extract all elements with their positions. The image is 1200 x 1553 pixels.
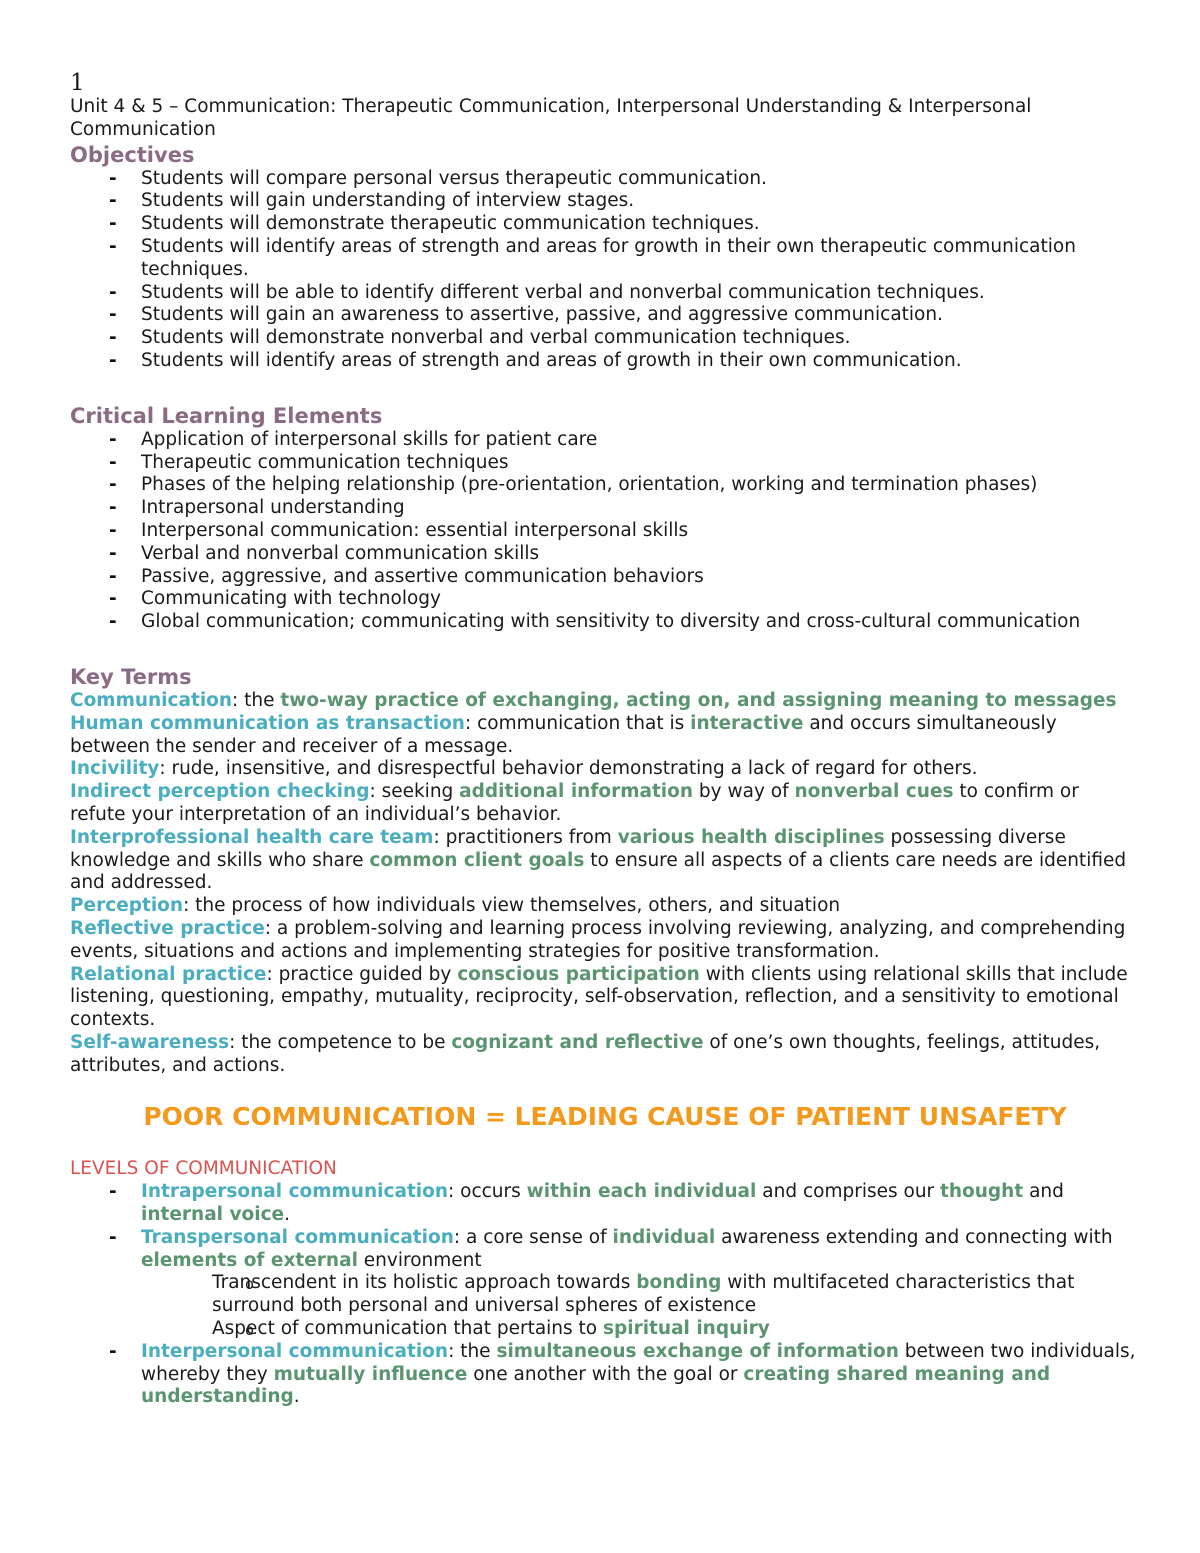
term-text: : the process of how individuals view themselves, others, and situation — [183, 895, 841, 917]
transpersonal-sublist — [141, 1272, 1140, 1340]
level-highlight: thought — [940, 1181, 1024, 1203]
term-text: : practice guided by — [266, 963, 458, 985]
key-term-interprofessional-team — [70, 827, 1140, 895]
level-text: : occurs — [448, 1181, 527, 1203]
level-highlight: individual — [612, 1226, 716, 1248]
sub-highlight: bonding — [636, 1272, 722, 1294]
key-term-relational-practice — [70, 964, 1140, 1032]
critical-element-item: - Therapeutic communication techniques — [70, 452, 1140, 475]
sub-text: Aspect of communication that pertains to — [212, 1318, 603, 1340]
critical-element-item: - Global communication; communicating with sensitivity to diversity and cross-cultural communication — [70, 611, 1140, 634]
term-highlight: various health disciplines — [617, 826, 885, 848]
term-name: Perception — [70, 895, 184, 917]
level-text: . — [284, 1204, 290, 1226]
level-text: and comprises our — [756, 1181, 941, 1203]
sub-item — [141, 1318, 1140, 1341]
term-text: : practitioners from — [433, 826, 618, 848]
term-highlight: conscious participation — [457, 963, 700, 985]
objective-item: - Students will be able to identify different verbal and nonverbal communication techniques. — [70, 282, 1140, 305]
term-text: : the — [232, 689, 281, 711]
key-term-communication — [70, 690, 1140, 713]
level-item-intrapersonal — [70, 1181, 1140, 1227]
level-text: : the — [448, 1340, 497, 1362]
level-highlight: elements of external — [141, 1249, 358, 1271]
term-text: : communication that is — [464, 712, 691, 734]
section-spacer — [70, 634, 1140, 664]
term-text: and occurs simultaneously between the sender and receiver of a message. — [70, 712, 1057, 757]
critical-elements-heading: Critical Learning Elements — [70, 403, 383, 428]
term-text: : rude, insensitive, and disrespectful behavior demonstrating a lack of regard for others. — [159, 758, 978, 780]
critical-element-item: - Phases of the helping relationship (pre-orientation, orientation, working and termination phases) — [70, 474, 1140, 497]
term-text: with clients using relational skills that include listening, questioning, empathy, mutuality, reciprocity, self-observation, reflection, and a sensitivity to emotional contexts. — [70, 963, 1128, 1031]
term-text: by way of — [693, 781, 795, 803]
level-highlight: simultaneous exchange of information — [496, 1340, 899, 1362]
objective-item: - Students will demonstrate therapeutic communication techniques. — [70, 213, 1140, 236]
sub-item — [141, 1272, 1140, 1318]
levels-list — [70, 1181, 1140, 1409]
term-highlight: cognizant and reflective — [451, 1031, 704, 1053]
term-text: possessing diverse knowledge and skills who share — [70, 826, 1066, 871]
term-highlight: common client goals — [369, 849, 585, 871]
level-text: awareness extending and connecting with — [715, 1226, 1113, 1248]
level-item-transpersonal — [70, 1227, 1140, 1341]
critical-element-item: - Communicating with technology — [70, 588, 1140, 611]
term-name: Incivility — [70, 758, 160, 780]
level-text: : a core sense of — [453, 1226, 613, 1248]
objectives-list — [70, 168, 1140, 373]
term-highlight: two-way practice of exchanging, acting on, and assigning meaning to messages — [280, 689, 1117, 711]
objective-item: - Students will gain understanding of interview stages. — [70, 190, 1140, 213]
term-text: of one’s own thoughts, feelings, attitudes, attributes, and actions. — [70, 1031, 1101, 1076]
sub-highlight: spiritual inquiry — [603, 1318, 770, 1340]
level-highlight: creating shared meaning and understanding — [141, 1363, 1051, 1408]
term-name: Indirect perception checking — [70, 781, 370, 803]
level-highlight: internal voice — [141, 1204, 285, 1226]
term-name: Reflective practice — [70, 917, 265, 939]
key-term-transaction — [70, 713, 1140, 759]
critical-element-item: - Interpersonal communication: essential interpersonal skills — [70, 520, 1140, 543]
level-item-interpersonal — [70, 1341, 1140, 1409]
term-name: Communication — [70, 689, 233, 711]
critical-elements-list — [70, 429, 1140, 634]
term-name: Relational practice — [70, 963, 267, 985]
page-number: 1 — [70, 70, 85, 96]
section-spacer — [70, 373, 1140, 403]
term-text: : seeking — [369, 781, 460, 803]
critical-element-item: - Passive, aggressive, and assertive communication behaviors — [70, 566, 1140, 589]
term-highlight: interactive — [690, 712, 804, 734]
unit-title: Unit 4 & 5 – Communication: Therapeutic Communication, Interpersonal Understanding & Interpersonal Communication — [70, 96, 1032, 140]
level-text: one another with the goal or — [467, 1363, 744, 1385]
term-text: to ensure all aspects of a clients care needs are identified and addressed. — [70, 849, 1127, 894]
document-body — [70, 70, 1140, 1409]
key-term-incivility — [70, 758, 1140, 781]
level-term: Intrapersonal communication — [141, 1181, 449, 1203]
level-highlight: mutually influence — [273, 1363, 468, 1385]
level-text: . — [293, 1386, 300, 1408]
sub-text: Transcendent in its holistic approach towards — [212, 1272, 637, 1294]
key-terms-heading: Key Terms — [70, 664, 192, 689]
level-highlight: within each individual — [526, 1181, 757, 1203]
term-highlight: nonverbal cues — [794, 781, 954, 803]
critical-element-item: - Intrapersonal understanding — [70, 497, 1140, 520]
level-text: between two individuals, whereby they — [141, 1340, 1136, 1385]
key-term-indirect-perception — [70, 781, 1140, 827]
objective-item: - Students will identify areas of strength and areas of growth in their own communication. — [70, 350, 1140, 373]
term-name: Human communication as transaction — [70, 712, 465, 734]
term-name: Self-awareness — [70, 1031, 230, 1053]
term-highlight: additional information — [459, 781, 694, 803]
objective-item: - Students will demonstrate nonverbal and verbal communication techniques. — [70, 327, 1140, 350]
term-text: to confirm or refute your interpretation of an individual’s behavior. — [70, 781, 1079, 825]
key-term-self-awareness — [70, 1032, 1140, 1078]
objective-item: - Students will identify areas of strength and areas for growth in their own therapeutic communication techniques. — [70, 236, 1140, 282]
objective-item: - Students will gain an awareness to assertive, passive, and aggressive communication. — [70, 304, 1140, 327]
critical-element-item: - Application of interpersonal skills for patient care — [70, 429, 1140, 452]
level-text: environment — [357, 1249, 482, 1271]
term-name: Interprofessional health care team — [70, 826, 434, 848]
levels-heading: LEVELS OF COMMUNICATION — [70, 1158, 337, 1180]
key-term-reflective-practice — [70, 918, 1140, 964]
level-term: Transpersonal communication — [141, 1226, 454, 1248]
term-text: : the competence to be — [229, 1031, 452, 1053]
warning-banner: POOR COMMUNICATION = LEADING CAUSE OF PATIENT UNSAFETY — [143, 1102, 1067, 1132]
objective-item: - Students will compare personal versus therapeutic communication. — [70, 168, 1140, 191]
level-text: and — [1023, 1181, 1064, 1203]
objectives-heading: Objectives — [70, 142, 195, 167]
term-text: : a problem-solving and learning process involving reviewing, analyzing, and comprehending events, situations and actions and implementing strategies for positive transformation. — [70, 917, 1126, 962]
key-term-perception — [70, 895, 1140, 918]
critical-element-item: - Verbal and nonverbal communication skills — [70, 543, 1140, 566]
level-term: Interpersonal communication — [141, 1340, 449, 1362]
sub-text: with multifaceted characteristics that surround both personal and universal spheres of existence — [212, 1272, 1075, 1317]
